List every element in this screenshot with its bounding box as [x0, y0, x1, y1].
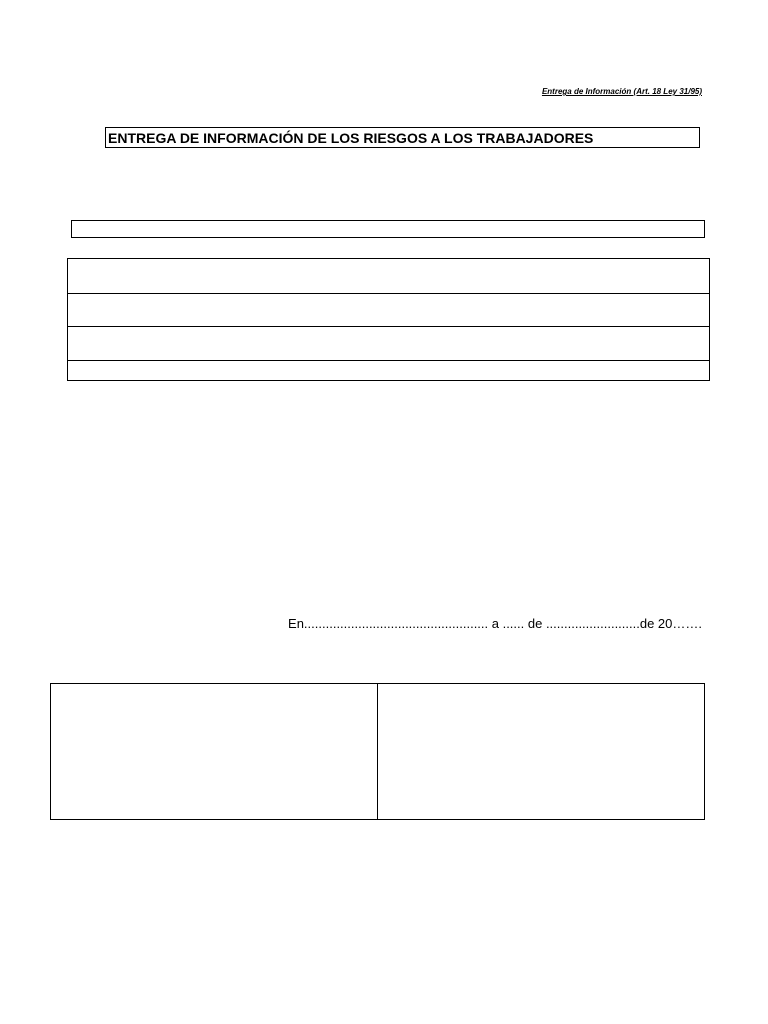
- info-table-row-divider: [68, 293, 709, 294]
- header-note: Entrega de Información (Art. 18 Ley 31/95): [541, 87, 702, 96]
- info-table-row-divider: [68, 326, 709, 327]
- info-table: [67, 258, 710, 381]
- info-table-row-divider: [68, 360, 709, 361]
- document-title: ENTREGA DE INFORMACIÓN DE LOS RIESGOS A LOS TRABAJADORES: [108, 130, 594, 146]
- title-box: [105, 127, 700, 148]
- place-date-line: En................................................... a ...... de ..........................de 20…….: [288, 616, 702, 631]
- signature-divider: [377, 684, 378, 819]
- signature-table: [50, 683, 705, 820]
- blank-field-box: [71, 220, 705, 238]
